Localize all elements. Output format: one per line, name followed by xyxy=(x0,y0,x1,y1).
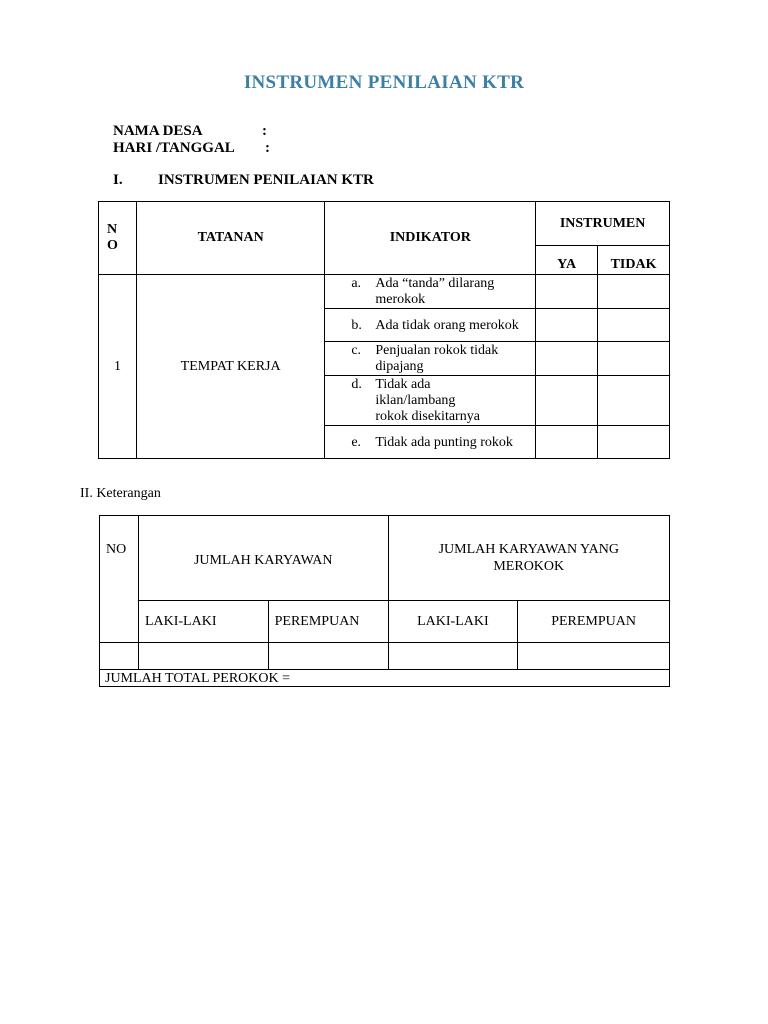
col-header-ya: YA xyxy=(536,246,598,275)
data-cell-laki-laki-1[interactable] xyxy=(138,643,268,670)
nama-desa-colon: : xyxy=(262,123,267,139)
section-2-heading: II. Keterangan xyxy=(80,486,161,501)
col-header-instrumen: INSTRUMEN xyxy=(536,202,670,246)
data-cell-laki-laki-2[interactable] xyxy=(388,643,518,670)
section-1-number: I. xyxy=(113,172,123,188)
col-header-perempuan-1: PEREMPUAN xyxy=(268,601,388,643)
indicator-d-ya-cell[interactable] xyxy=(536,376,598,426)
col-header-jumlah-karyawan: JUMLAH KARYAWAN xyxy=(138,516,388,601)
indicator-b: b. Ada tidak orang merokok xyxy=(325,309,536,342)
col-header-indikator: INDIKATOR xyxy=(325,202,536,275)
col-header-no-2: NO xyxy=(100,516,139,643)
hari-tanggal-colon: : xyxy=(265,140,270,156)
data-cell-perempuan-2[interactable] xyxy=(518,643,670,670)
indicator-e-tidak-cell[interactable] xyxy=(598,426,670,459)
keterangan-table xyxy=(99,515,670,687)
col-header-laki-laki-1: LAKI-LAKI xyxy=(138,601,268,643)
col-header-tidak: TIDAK xyxy=(598,246,670,275)
indicator-e: e. Tidak ada punting rokok xyxy=(325,426,536,459)
indicator-d-tidak-cell[interactable] xyxy=(598,376,670,426)
row-1-no: 1 xyxy=(99,275,137,459)
data-cell-perempuan-1[interactable] xyxy=(268,643,388,670)
section-1-heading: INSTRUMEN PENILAIAN KTR xyxy=(158,172,374,188)
indicator-e-ya-cell[interactable] xyxy=(536,426,598,459)
indicator-b-tidak-cell[interactable] xyxy=(598,309,670,342)
data-cell-no[interactable] xyxy=(100,643,139,670)
total-perokok-row: JUMLAH TOTAL PEROKOK = xyxy=(100,670,670,687)
indicator-c-tidak-cell[interactable] xyxy=(598,342,670,376)
indicator-a: a. Ada “tanda” dilarang merokok xyxy=(325,275,536,309)
col-header-perempuan-2: PEREMPUAN xyxy=(518,601,670,643)
indicator-a-tidak-cell[interactable] xyxy=(598,275,670,309)
instrument-table xyxy=(98,201,670,459)
col-header-tatanan: TATANAN xyxy=(136,202,324,275)
indicator-c-ya-cell[interactable] xyxy=(536,342,598,376)
indicator-b-ya-cell[interactable] xyxy=(536,309,598,342)
col-header-jumlah-merokok: JUMLAH KARYAWAN YANG MEROKOK xyxy=(388,516,669,601)
indicator-a-ya-cell[interactable] xyxy=(536,275,598,309)
nama-desa-label: NAMA DESA xyxy=(113,123,203,139)
indicator-d: d. Tidak ada iklan/lambang rokok disekitarnya xyxy=(325,376,536,426)
hari-tanggal-label: HARI /TANGGAL xyxy=(113,140,235,156)
col-header-laki-laki-2: LAKI-LAKI xyxy=(388,601,518,643)
page-title: INSTRUMEN PENILAIAN KTR xyxy=(243,72,525,93)
indicator-c: c. Penjualan rokok tidak dipajang xyxy=(325,342,536,376)
col-header-no: N O xyxy=(99,202,137,275)
row-1-tatanan: TEMPAT KERJA xyxy=(136,275,324,459)
